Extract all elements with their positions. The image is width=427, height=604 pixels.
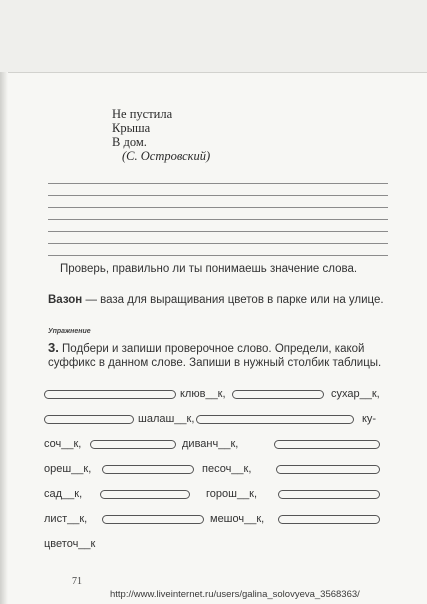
answer-box[interactable]	[44, 415, 134, 424]
page-binding-shadow	[0, 72, 8, 604]
word-sadik: сад__к,	[44, 488, 83, 500]
writing-line	[48, 172, 388, 184]
page-number: 71	[72, 576, 82, 587]
exercise-row-4	[44, 463, 394, 488]
writing-line	[48, 184, 388, 196]
definition-vazon	[48, 293, 393, 307]
poem-line-1: Не пустила	[112, 107, 173, 121]
exercise-3-text	[48, 341, 393, 370]
word-sukharik: сухар__к,	[331, 388, 380, 400]
answer-box[interactable]	[102, 465, 194, 474]
writing-line	[48, 244, 388, 256]
writing-line	[48, 208, 388, 220]
word-ku: ку-	[362, 413, 377, 425]
exercise-row-2	[44, 413, 394, 438]
poem-excerpt	[112, 107, 210, 163]
exercise-number: 3.	[48, 340, 59, 355]
definition-text: — ваза для выращивания цветов в парке или на улице.	[82, 294, 384, 306]
word-exercise-rows	[44, 388, 394, 563]
exercise-label: Упражнение	[48, 328, 91, 335]
word-goroshek: горош__к,	[206, 488, 258, 500]
word-klyuvik: клюв__к,	[180, 388, 226, 400]
word-oreshek: ореш__к,	[44, 463, 92, 475]
page-top-margin	[0, 0, 427, 73]
word-meshochek: мешоч__к,	[210, 513, 265, 525]
writing-lines	[48, 172, 388, 256]
answer-box[interactable]	[232, 390, 324, 399]
word-shalashik: шалаш__к,	[138, 413, 195, 425]
word-listik: лист__к,	[44, 513, 88, 525]
word-pesochek: песоч__к,	[202, 463, 252, 475]
answer-box[interactable]	[274, 440, 380, 449]
answer-box[interactable]	[44, 390, 176, 399]
word-sochek: соч__к,	[44, 438, 82, 450]
writing-line	[48, 232, 388, 244]
answer-box[interactable]	[276, 465, 380, 474]
writing-line	[48, 196, 388, 208]
exercise-row-3	[44, 438, 394, 463]
answer-box[interactable]	[278, 490, 380, 499]
exercise-row-5	[44, 488, 394, 513]
exercise-row-6	[44, 513, 394, 538]
answer-box[interactable]	[102, 515, 204, 524]
instruction-check-meaning: Проверь, правильно ли ты понимаешь значение слова.	[60, 263, 358, 275]
exercise-row-1	[44, 388, 394, 413]
poem-author: (С. Островский)	[122, 149, 211, 163]
answer-box[interactable]	[100, 490, 190, 499]
writing-line	[48, 220, 388, 232]
word-tsvetochek: цветоч__к	[44, 538, 96, 550]
answer-box[interactable]	[196, 415, 354, 424]
word-divanchik: диванч__к,	[182, 438, 239, 450]
answer-box[interactable]	[278, 515, 380, 524]
watermark-url: http://www.liveinternet.ru/users/galina_solovyeva_3568363/	[110, 589, 360, 600]
poem-line-3: В дом.	[112, 135, 147, 149]
exercise-instruction: Подбери и запиши проверочное слово. Определи, какой суффикс в данном слове. Запиши в нужный столбик таблицы.	[48, 343, 382, 369]
definition-term: Вазон	[48, 294, 83, 306]
answer-box[interactable]	[90, 440, 176, 449]
poem-line-2: Крыша	[112, 121, 151, 135]
exercise-row-7	[44, 538, 394, 563]
